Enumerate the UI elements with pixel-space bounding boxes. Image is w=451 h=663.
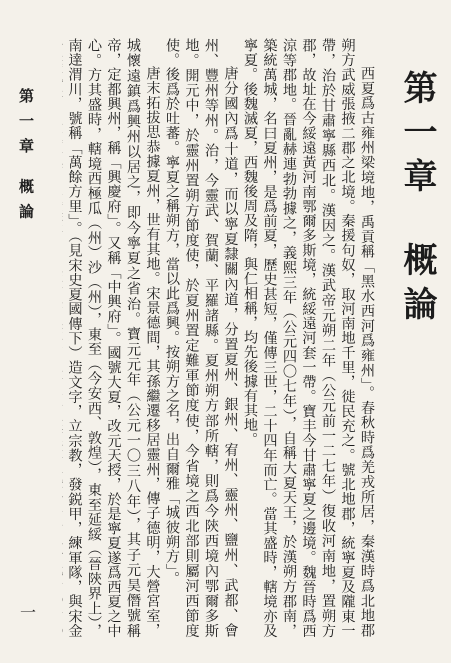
body-text [62, 38, 376, 638]
running-head: 第一章 概論 [17, 88, 35, 229]
chapter-heading [397, 70, 437, 330]
chapter-title: 概論 [397, 242, 437, 330]
paragraph-3: 唐末拓拔思恭據夏州，世有其地。宋景德間，其孫繼遷移居靈州，傳子德明，大營宮室，城懷遠鎮爲興州以居之，即今寧夏之省治。寶元元年（公元一〇三八年），其子元昊僭號稱帝，定都興州，稱「興慶府」。又稱「中興府」。國號大夏，改元天授，於是寧夏遂爲西夏之中心。方其盛時，轄境西極瓜（州）沙（州），東至（今安西、敦煌），東至延綏（晉陝界上），南達渭川，號稱「萬餘方里」。（見宋史夏國傳下）造文字，立宗教，發鋭甲，練軍隊，與宋金 [66, 38, 161, 638]
page-number: 一 [20, 603, 37, 622]
chapter-label: 第一章 [397, 70, 437, 202]
paragraph-2: 唐分國內爲十道，而以寧夏隸關內道，分置夏州、銀州、宥州、靈州、鹽州、武都、會州、豐州等州。治，今靈武、賀蘭、平羅諸縣。夏州朔方部所轄，則爲今陝西境內鄂爾多斯地。開元中，於靈州置朔方節度使，於夏州置定難軍節度使，今省境之西北部則屬河西節度使。後爲於吐蕃。寧夏之稱朔方，當以此爲興。按朔方之名，出自爾雅「城彼朔方」。 [164, 38, 239, 638]
paragraph-1: 西夏爲古雍州梁境地，禹貢稱「黑水西河爲雍州」。春秋時爲羌戎所居，秦漢時爲北地郡朔方武威張掖二郡之北境。秦援句奴，取河南地千里，徙民充之。號北地郡，統寧夏及隴東一帶，治於甘肅寧縣西北。漢因之。漢武帝元朔二年（公元前一二七年）復收河南地，置朔方郡，故址在今綏遠黃河南鄂爾多斯境，統綏遠河套一帶。寶丰今甘肅寧夏之邊境。魏晉時爲西涼等郡地。晉亂赫連勃勃據之，義熙三年（公元四〇七年），自稱大夏天王，於漢朔方郡南，築統萬城，名曰夏州，是爲前夏，歷史甚短，僅傳三世，二十四年而亡。當其盛時，轄境亦及寧夏。後魏滅夏，西魏後周及隋，與仁相稱，均先後據有其地。 [242, 38, 375, 638]
